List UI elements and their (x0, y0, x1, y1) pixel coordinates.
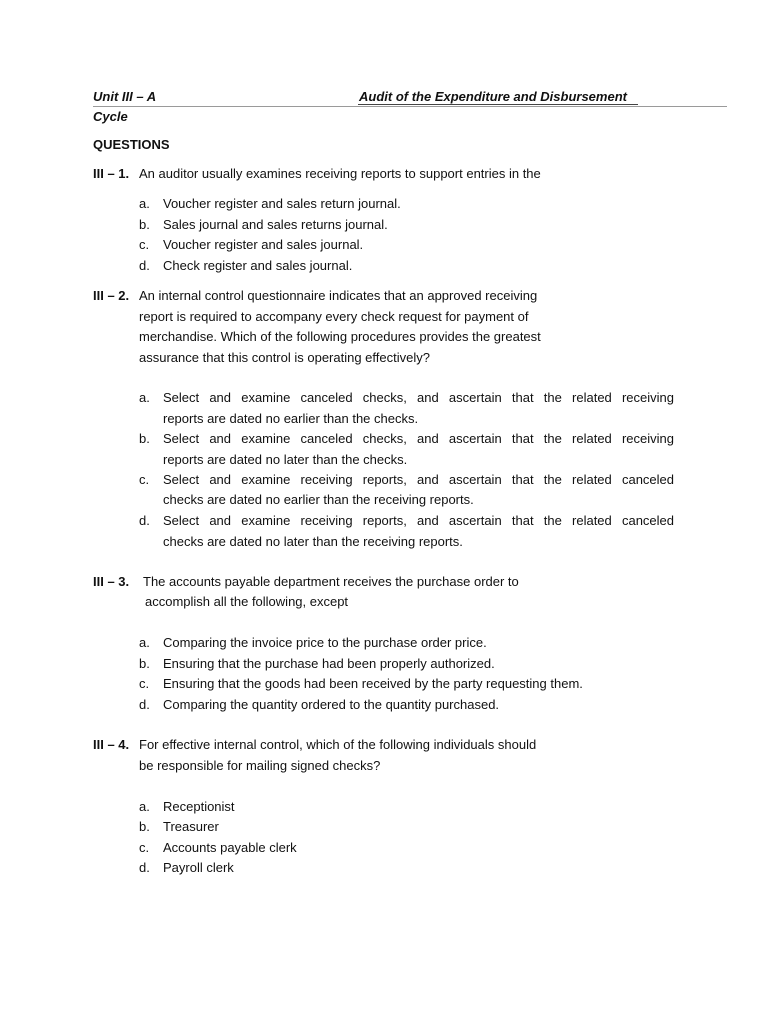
option-text: Select and examine receiving reports, and ascertain that the related canceled (163, 472, 674, 487)
question-number: III – 2. (93, 288, 130, 303)
option-letter: b. (139, 819, 150, 834)
question-text: merchandise. Which of the following procedures provides the greatest (139, 329, 541, 344)
question-text: accomplish all the following, except (145, 594, 349, 609)
question-text: assurance that this control is operating effectively? (139, 350, 430, 365)
option-text: Ensuring that the purchase had been properly authorized. (163, 656, 495, 671)
option-text-continued: checks are dated no earlier than the receiving reports. (163, 492, 474, 507)
question-text: report is required to accompany every check request for payment of (139, 309, 529, 324)
option-text-continued: reports are dated no later than the checks. (163, 452, 408, 467)
header-cycle: Cycle (93, 109, 128, 124)
option-letter: c. (139, 237, 150, 252)
question-number: III – 4. (93, 737, 130, 752)
option-letter: d. (139, 697, 150, 712)
option-text: Voucher register and sales journal. (163, 237, 364, 252)
header-title: Audit of the Expenditure and Disbursement (359, 89, 627, 104)
option-letter: b. (139, 217, 150, 232)
option-letter: c. (139, 676, 150, 691)
section-title: QUESTIONS (93, 137, 170, 152)
question-text: An auditor usually examines receiving reports to support entries in the (139, 166, 541, 181)
option-letter: c. (139, 472, 150, 487)
option-text: Payroll clerk (163, 860, 234, 875)
option-text: Sales journal and sales returns journal. (163, 217, 388, 232)
option-text: Comparing the quantity ordered to the quantity purchased. (163, 697, 500, 712)
option-text: Receptionist (163, 799, 235, 814)
option-text: Select and examine receiving reports, and ascertain that the related canceled (163, 513, 674, 528)
option-letter: c. (139, 840, 150, 855)
unit-label: Unit III – A (93, 89, 157, 104)
option-letter: d. (139, 513, 150, 528)
option-letter: a. (139, 635, 150, 650)
option-letter: b. (139, 656, 150, 671)
header-title-underline (358, 104, 638, 105)
option-letter: d. (139, 258, 150, 273)
option-text: Comparing the invoice price to the purchase order price. (163, 635, 487, 650)
question-text: For effective internal control, which of the following individuals should (139, 737, 537, 752)
option-letter: a. (139, 390, 150, 405)
question-text: The accounts payable department receives the purchase order to (143, 574, 519, 589)
option-letter: b. (139, 431, 150, 446)
option-letter: a. (139, 196, 150, 211)
option-text-continued: checks are dated no later than the receiving reports. (163, 534, 463, 549)
option-text: Select and examine canceled checks, and ascertain that the related receiving (163, 431, 674, 446)
header-rule (93, 106, 727, 107)
option-text: Accounts payable clerk (163, 840, 297, 855)
option-letter: d. (139, 860, 150, 875)
option-text: Select and examine canceled checks, and ascertain that the related receiving (163, 390, 674, 405)
option-text: Check register and sales journal. (163, 258, 353, 273)
option-text-continued: reports are dated no earlier than the checks. (163, 411, 419, 426)
question-number: III – 3. (93, 574, 130, 589)
option-letter: a. (139, 799, 150, 814)
option-text: Voucher register and sales return journal. (163, 196, 401, 211)
question-text: An internal control questionnaire indicates that an approved receiving (139, 288, 538, 303)
question-number: III – 1. (93, 166, 130, 181)
question-text: be responsible for mailing signed checks? (139, 758, 381, 773)
option-text: Ensuring that the goods had been received by the party requesting them. (163, 676, 583, 691)
option-text: Treasurer (163, 819, 219, 834)
